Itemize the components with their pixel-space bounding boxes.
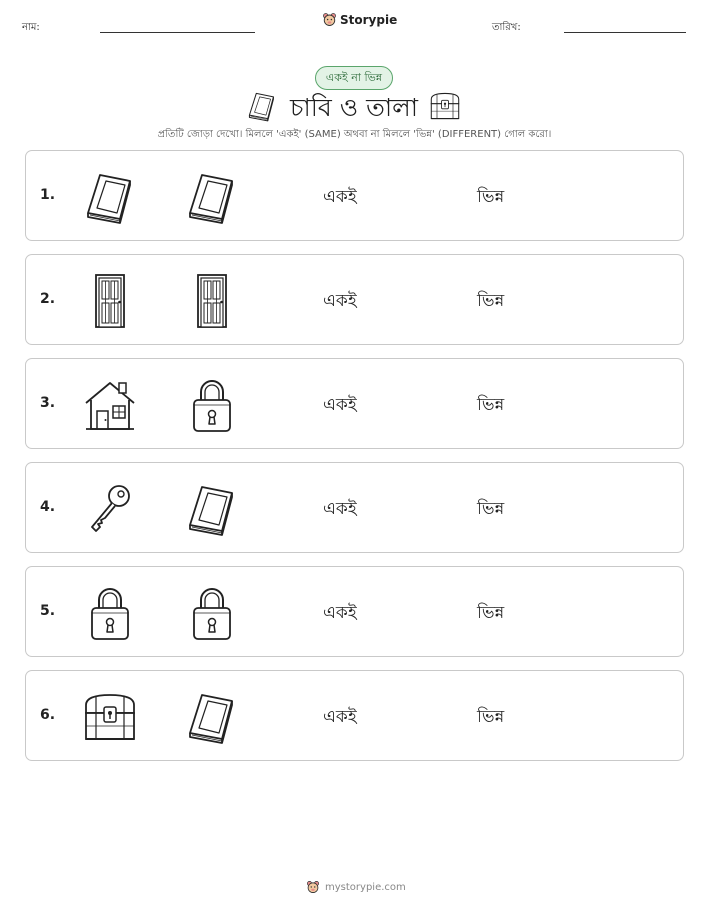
- same-option[interactable]: একই: [323, 187, 357, 207]
- question-row-3: [25, 358, 684, 449]
- mascot-icon: [322, 12, 337, 27]
- different-option[interactable]: ভিন্ন: [477, 395, 505, 415]
- key-icon: [82, 481, 138, 537]
- row-number: 2.: [40, 291, 56, 307]
- row-number: 5.: [40, 603, 56, 619]
- different-option[interactable]: ভিন্ন: [477, 187, 505, 207]
- different-option[interactable]: ভিন্ন: [477, 603, 505, 623]
- book-icon: [184, 481, 240, 537]
- row-number: 3.: [40, 395, 56, 411]
- name-field[interactable]: [100, 32, 255, 33]
- different-option[interactable]: ভিন্ন: [477, 291, 505, 311]
- same-option[interactable]: একই: [323, 395, 357, 415]
- question-row-6: [25, 670, 684, 761]
- different-option[interactable]: ভিন্ন: [477, 499, 505, 519]
- instructions: প্রতিটি জোড়া দেখো। মিললে 'একই' (SAME) অথবা না মিললে 'ভিন্ন' (DIFFERENT) গোল করো।: [157, 129, 552, 140]
- padlock-icon: [82, 585, 138, 641]
- footer-url[interactable]: mystorypie.com: [325, 881, 406, 893]
- treasure-chest-icon: [82, 689, 138, 745]
- name-label: নাম:: [22, 22, 40, 33]
- question-row-2: [25, 254, 684, 345]
- brand-name: Storypie: [340, 12, 398, 27]
- same-option[interactable]: একই: [323, 603, 357, 623]
- question-row-4: [25, 462, 684, 553]
- book-icon: [246, 90, 278, 122]
- door-icon: [184, 273, 240, 329]
- row-number: 1.: [40, 187, 56, 203]
- door-icon: [82, 273, 138, 329]
- treasure-chest-icon: [429, 90, 461, 122]
- footer: [306, 880, 406, 894]
- same-option[interactable]: একই: [323, 291, 357, 311]
- padlock-icon: [184, 377, 240, 433]
- row-number: 6.: [40, 707, 56, 723]
- question-row-5: [25, 566, 684, 657]
- book-icon: [184, 169, 240, 225]
- row-number: 4.: [40, 499, 56, 515]
- same-option[interactable]: একই: [323, 499, 357, 519]
- same-option[interactable]: একই: [323, 707, 357, 727]
- category-badge: একই না ভিন্ন: [315, 66, 393, 90]
- brand-logo: [322, 12, 397, 27]
- house-icon: [82, 377, 138, 433]
- different-option[interactable]: ভিন্ন: [477, 707, 505, 727]
- page-title: চাবি ও তালা: [290, 93, 418, 122]
- padlock-icon: [184, 585, 240, 641]
- question-row-1: [25, 150, 684, 241]
- mascot-icon: [306, 880, 320, 894]
- book-icon: [184, 689, 240, 745]
- date-label: তারিখ:: [492, 22, 521, 33]
- date-field[interactable]: [564, 32, 686, 33]
- book-icon: [82, 169, 138, 225]
